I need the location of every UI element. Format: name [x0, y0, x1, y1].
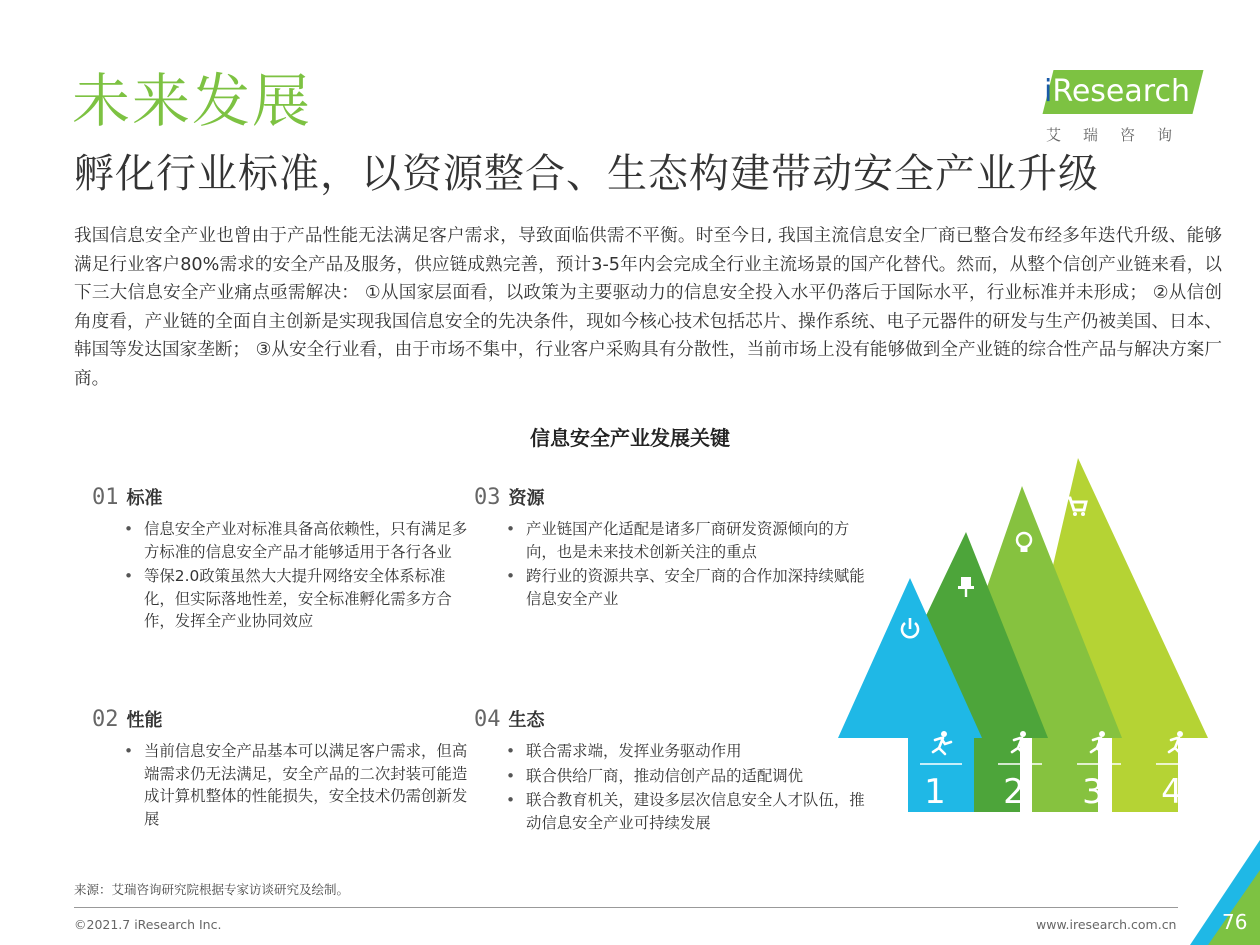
block-resources: [474, 484, 866, 612]
list-item: • 联合供给厂商，推动信创产品的适配调优: [502, 765, 866, 788]
list-item: • 联合需求端，发挥业务驱动作用: [502, 740, 866, 763]
block-ecosystem: [474, 706, 866, 836]
block-label: 生态: [508, 710, 545, 731]
list-item: • 当前信息安全产品基本可以满足客户需求，但高端需求仍无法满足，安全产品的二次封装可能造成计算机整体的性能损失，安全技术仍需创新发展: [120, 740, 472, 830]
intro-paragraph: 我国信息安全产业也曾由于产品性能无法满足客户需求，导致面临供需不平衡。时至今日, 我国主流信息安全厂商已整合发布经多年迭代升级、能够满足行业客户80%需求的安全产品及服务，供应链成熟完善，预计3-5年内会完成全行业主流场景的国产化替代。然而，从整个信创产业链来看，以下三大信息安全产业痛点亟需解决： ①从国家层面看，以政策为主要驱动力的信息安全投入水平仍落后于国际水平，行业标准并未形成； ②从信创角度看，产业链的全面自主创新是实现我国信息安全的先决条件，现如今核心技术包括芯片、操作系统、电子元器件的研发与生产仍被美国、日本、韩国等发达国家垄断； ③从安全行业看，由于市场不集中，行业客户采购具有分散性，当前市场上没有能够做到全产业链的综合性产品与解决方案厂商。: [74, 226, 1222, 389]
growth-arrows-graphic: [830, 450, 1220, 820]
arrow-number: 4: [1161, 772, 1183, 812]
block-label: 资源: [508, 488, 545, 509]
website-url: www.iresearch.com.cn: [1036, 917, 1177, 932]
block-standard: [92, 484, 472, 635]
list-item: • 等保2.0政策虽然大大提升网络安全体系标准化，但实际落地性差，安全标准孵化需多方合作，发挥全产业协同效应: [120, 565, 472, 633]
block-number: 04: [474, 707, 501, 732]
logo-chinese-name: 艾瑞咨询: [1046, 126, 1195, 144]
page-title: 未来发展: [72, 67, 313, 135]
arrow-number: 3: [1082, 772, 1104, 812]
block-number: 03: [474, 485, 501, 510]
source-note: 来源：艾瑞咨询研究院根据专家访谈研究及绘制。: [74, 882, 350, 897]
block-label: 性能: [126, 710, 163, 731]
arrow-number: 1: [924, 772, 946, 812]
block-number: 01: [92, 485, 119, 510]
block-number: 02: [92, 707, 119, 732]
footer-divider: [74, 907, 1178, 908]
logo-wordmark: iResearch: [1044, 74, 1190, 109]
section-title: 信息安全产业发展关键: [530, 426, 730, 450]
list-item: • 信息安全产业对标准具备高依赖性，只有满足多方标准的信息安全产品才能够适用于各行各业: [120, 518, 472, 563]
list-item: • 跨行业的资源共享、安全厂商的合作加深持续赋能信息安全产业: [502, 565, 866, 610]
block-performance: [92, 706, 472, 832]
page-subtitle: 孵化行业标准，以资源整合、生态构建带动安全产业升级: [74, 151, 1099, 197]
arrow-number: 2: [1003, 772, 1025, 812]
list-item: • 产业链国产化适配是诸多厂商研发资源倾向的方向，也是未来技术创新关注的重点: [502, 518, 866, 563]
copyright: ©2021.7 iResearch Inc.: [74, 917, 222, 932]
block-label: 标准: [126, 488, 163, 509]
page-number: 76: [1222, 910, 1248, 934]
iresearch-logo: [1040, 68, 1200, 148]
list-item: • 联合教育机关，建设多层次信息安全人才队伍，推动信息安全产业可持续发展: [502, 789, 866, 834]
